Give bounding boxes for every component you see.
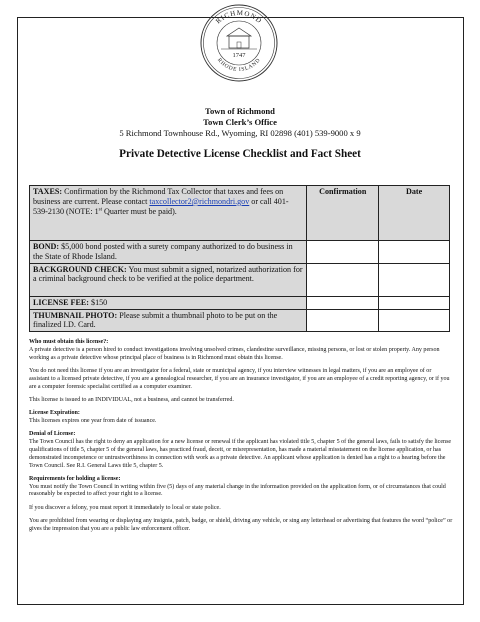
taxes-label: TAXES: — [33, 187, 63, 196]
confirmation-header: Confirmation — [307, 186, 379, 241]
svg-text:1747: 1747 — [232, 52, 246, 59]
page-title: Private Detective License Checklist and Fact Sheet — [119, 148, 361, 160]
exemptions-paragraph: You do not need this license if you are an investigator for a federal, state or municipal agency, if you interview witnesses in legal matters, if you are an employee of or assistant to a licensed private detective, if you are a genealogical researcher, if you are an insurance investigator, if you are an employee of a credit reporting agency, or if you are a computer forensic specialist certified as a computer examiner. — [29, 367, 450, 390]
header-org: Town of Richmond — [205, 106, 275, 116]
svg-text:RICHMOND: RICHMOND — [214, 8, 264, 26]
who-section: Who must obtain this license?: A private detective is a person hired to conduct investigations involving unsolved crimes, clandestine surveillance, missing persons, or lost or stolen property. Any person working as a private detective whose principal place of business is in Richmond must obtain this license. — [29, 339, 440, 361]
thumbnail-photo-cell: THUMBNAIL PHOTO: Please submit a thumbnail photo to be put on the finalized I.D. Card. — [30, 309, 307, 332]
bond-cell: BOND: $5,000 bond posted with a surety company authorized to do business in the State of Rhode Island. — [30, 241, 307, 264]
date-header: Date — [379, 186, 450, 241]
header-office: Town Clerk’s Office — [203, 117, 277, 127]
license-fee-cell: LICENSE FEE: $150 — [30, 296, 307, 309]
row-taxes — [30, 186, 450, 241]
taxes-cell: TAXES: Confirmation by the Richmond Tax Collector that taxes and fees on business are current. Please contact taxcollector2@richmondri.gov or call 401-539-2130 (NOTE: 1st Quarter must be paid). — [30, 186, 307, 241]
row-background-check — [30, 263, 450, 296]
background-check-cell: BACKGROUND CHECK: You must submit a signed, notarized authorization for a criminal background check to be verified at the police department. — [30, 263, 307, 296]
felony-paragraph: If you discover a felony, you must report it immediately to local or state police. — [29, 504, 221, 511]
background-date-cell[interactable] — [379, 263, 450, 296]
fee-confirmation-cell[interactable] — [307, 296, 379, 309]
checklist-table — [29, 185, 450, 332]
row-license-fee — [30, 296, 450, 309]
expiration-section: License Expiration: This licenses expires one year from date of issuance. — [29, 409, 157, 424]
fact-sheet-body — [29, 339, 453, 539]
header-address: 5 Richmond Townhouse Rd., Wyoming, RI 02898 (401) 539-9000 x 9 — [119, 128, 361, 138]
prohibited-paragraph: You are prohibited from wearing or displaying any insignia, patch, badge, or shield, driving any vehicle, or sing any letterhead or advertising that features the word “police” or gives the impression that you are a public law enforcement officer. — [29, 517, 453, 532]
individual-paragraph: This license is issued to an INDIVIDUAL, not a business, and cannot be transferred. — [29, 396, 234, 403]
photo-date-cell[interactable] — [379, 309, 450, 332]
row-thumbnail-photo — [30, 309, 450, 332]
fee-date-cell[interactable] — [379, 296, 450, 309]
bond-confirmation-cell[interactable] — [307, 241, 379, 264]
photo-confirmation-cell[interactable] — [307, 309, 379, 332]
requirements-section: Requirements for holding a license: You must notify the Town Council in writing within five (5) days of any material change in the information provided on the application form, or of circumstances that could reasonably be expected to affect your right to a license. — [29, 475, 446, 498]
bond-date-cell[interactable] — [379, 241, 450, 264]
svg-text:RHODE ISLAND: RHODE ISLAND — [215, 57, 263, 74]
row-bond — [30, 241, 450, 264]
background-confirmation-cell[interactable] — [307, 263, 379, 296]
town-seal-logo — [199, 3, 279, 83]
tax-collector-email-link[interactable]: taxcollector2@richmondri.gov — [149, 196, 250, 206]
denial-section: Denial of License: The Town Council has the right to deny an application for a new license or renewal if the applicant has violated title 5, chapter 5 of the general laws, fails to satisfy the license qualifications of title 5, chapter 5 of the general laws, has practiced fraud, deceit, or misrepresentation, has made a material misstatement on the license application, or has demonstrated incompetence or untrustworthiness in connection with work as a private detective. An applicant whose application is denied has a right to a hearing before the Town Council. See R.I. General Laws title 5, chapter 5. — [29, 430, 452, 469]
